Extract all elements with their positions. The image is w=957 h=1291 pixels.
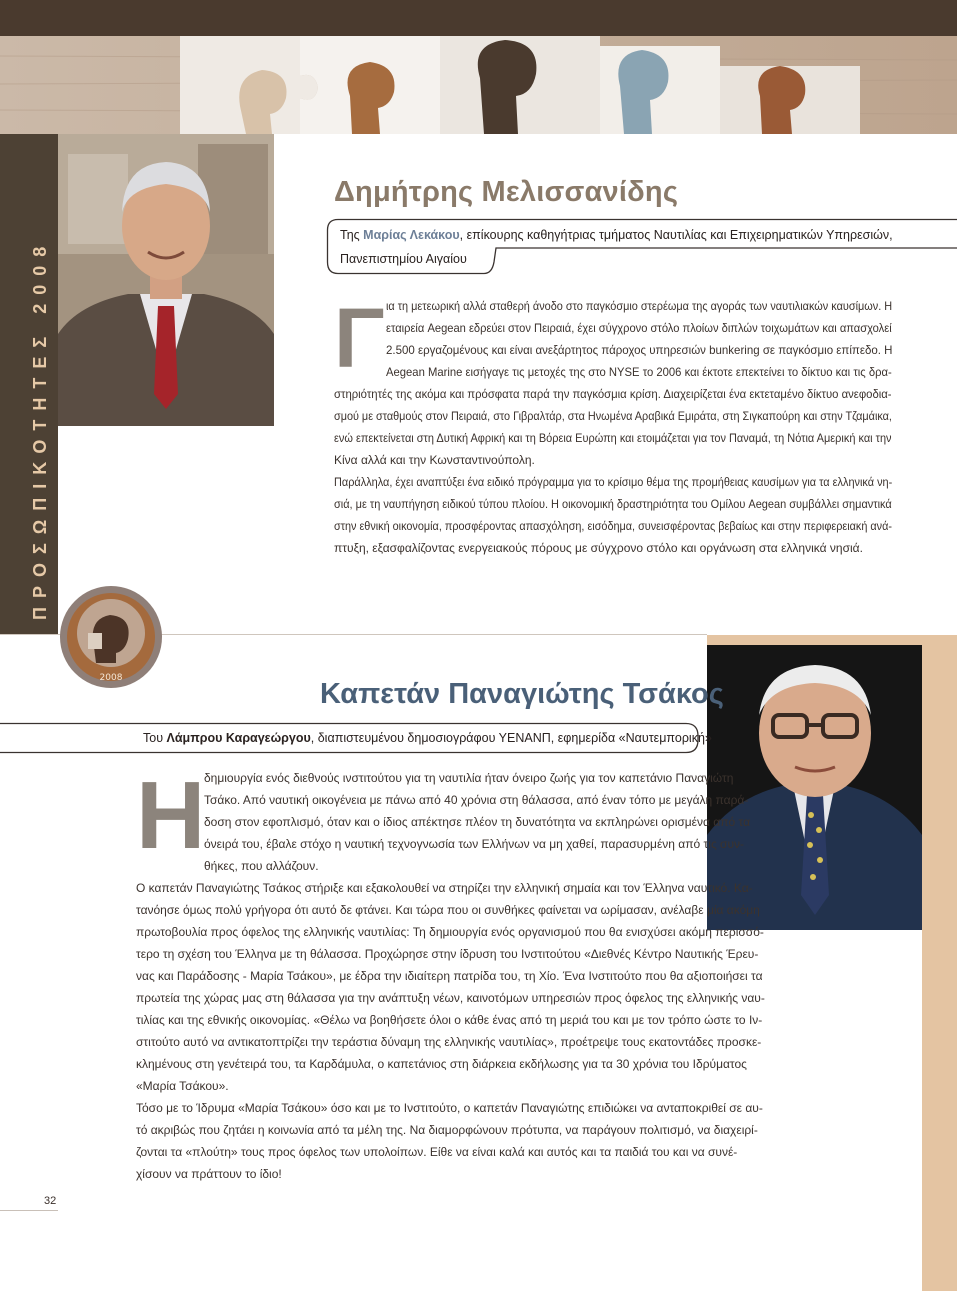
article2-byline-prefix: Του — [143, 731, 167, 745]
article1-line: Κίνα αλλά και την Κωνσταντινούπολη. — [334, 453, 535, 467]
footer-rule — [0, 1210, 58, 1211]
article2-line: Ο καπετάν Παναγιώτης Τσάκος στήριξε και εξακολουθεί να στηρίζει την ελληνική σημαία και τον Έλληνα ναυτικό. Κα- — [136, 881, 753, 895]
article1-byline-rest: , επίκουρης καθηγήτριας τμήματος Ναυτιλίας και Επιχειρηματικών Υπηρεσιών, — [459, 228, 893, 242]
article2-line: πρωτεία της χώρας μας στη θάλασσα για την ανάπτυξη νέων, καινοτόμων υπηρεσιών προς όφελος της ελληνικής ναυ- — [136, 991, 765, 1005]
article2-byline — [0, 722, 712, 754]
puzzle-banner — [0, 36, 957, 134]
article1-line: Παράλληλα, έχει αναπτύξει ένα ειδικό πρόγραμμα για το κρίσιμο θέμα της προμήθειας καυσίμων για τα ελληνικά νη- — [334, 475, 893, 489]
article1-line: στην εθνική οικονομία, προσφέροντας απασχόληση, εισόδημα, συνεισφέροντας βεβαίως και στην περιφερειακή ανά- — [334, 519, 892, 533]
article1-line: 2.500 εργαζομένους και είναι ανεξάρτητος πάροχος υπηρεσιών bunkering σε παγκόσμιο επίπεδο. Η — [386, 343, 893, 357]
article1-line: σμού με σταθμούς στον Πειραιά, στο Γιβραλτάρ, στα Ηνωμένα Αραβικά Εμιράτα, στη Σιγκαπούρη και στην Τζαμάικα, — [334, 409, 892, 423]
article2-line: Τσάκο. Από ναυτική οικογένεια με πάνω από 40 χρόνια στη θάλασσα, από έναν τόπο με μεγάλη παρά- — [204, 793, 749, 807]
article1-line: πτυξη, εξασφαλίζοντας ενεργειακούς πόρους με σύγχρονο στόλο και οργάνωση στα ελληνικά νησιά. — [334, 541, 863, 555]
article2-line: θήκες, που αλλάζουν. — [204, 859, 319, 873]
article1-line: εταιρεία Aegean εδρεύει στον Πειραιά, έχει σύγχρονο στόλο πλοίων διπλών τοιχωμάτων και απασχολεί — [386, 321, 892, 335]
article1-line: σιά, με τη ναυπήγηση ειδικού τύπου πλοίου. Η οικονομική δραστηριότητα του Ομίλου Aegean συμβάλλει σημαντικά — [334, 497, 892, 511]
article1-title: Δημήτρης Μελισσανίδης — [334, 176, 679, 208]
article1-dropcap: Γ — [334, 291, 385, 385]
article2-byline-rest: , διαπιστευμένου δημοσιογράφου ΥΕΝΑΝΠ, εφημερίδα «Ναυτεμπορική» — [310, 731, 712, 745]
portrait-melissanidis — [58, 134, 274, 426]
article2-line: τό ακριβώς που ζητάει η κοινωνία από τα μέλη της. Να διαμορφώνουν πρότυπα, να παράγουν πολιτισμό, να διαχειρί- — [136, 1123, 758, 1137]
article1-line: Aegean Marine εισήγαγε τις μετοχές της στο NYSE το 2006 και έκτοτε επεκτείνει το δίκτυο και τις δρα- — [386, 365, 892, 379]
right-beige-band — [922, 635, 957, 1291]
article2-line: τερο τη σχέση του Έλληνα με τη θάλασσα. Προχώρησε στην ίδρυση του Ινστιτούτου «Διεθνές Κέντρο Ναυτικής Έρευ- — [136, 947, 759, 961]
article2-line: δοση στον εφοπλισμό, όταν και ο ίδιος απέκτησε πλέον τη δυνατότητα να εκπληρώνει ορισμένα από τα — [204, 815, 751, 829]
article2-line: χίσουν να πράττουν το ίδιο! — [136, 1167, 282, 1181]
article2-line: Τόσο με το Ίδρυμα «Μαρία Τσάκου» όσο και με το Ινστιτούτο, ο καπετάν Παναγιώτης επιδιώκει να ανταποκριθεί σε αυ- — [136, 1101, 763, 1115]
article2-line: τιλίας και της εθνικής οικονομίας. «Θέλω να βοηθήσετε όλοι ο κάθε ένας από τη μεριά του και με τον τρόπο ώστε το Ιν- — [136, 1013, 763, 1027]
medal-year: 2008 — [99, 673, 123, 683]
page-number: 32 — [44, 1195, 57, 1207]
article1-byline — [326, 218, 957, 275]
section-label: ΠΡΟΣΩΠΙΚΟΤΗΤΕΣ 2008 — [30, 237, 50, 620]
personalities-medal — [58, 585, 164, 689]
article2-line: όνειρά του, έβαλε στόχο η ναυτική τεχνογνωσία των Ελλήνων να μη χαθεί, παρασυρμένη από τις συν- — [204, 837, 745, 851]
article1-line: ια τη μετεωρική αλλά σταθερή άνοδο στο παγκόσμιο στερέωμα της αγοράς των ναυτιλιακών καυσίμων. Η — [386, 299, 893, 313]
article2-author: Λάμπρου Καραγεώργου — [166, 731, 311, 745]
article2-line: τανόησε όμως πολύ γρήγορα ότι αυτό δε φτάνει. Και τώρα που οι συνθήκες φαίνεται να ωρίμασαν, ανέλαβε μία ακόμη — [136, 903, 760, 917]
article1-author: Μαρίας Λεκάκου — [363, 228, 460, 242]
article2-line: «Μαρία Τσάκου». — [136, 1079, 229, 1093]
article1-line: ενώ επεκτείνεται στη Δυτική Αφρική και τη Βόρεια Ευρώπη και ετοιμάζεται για τον Παναμά, τη Νότια Αμερική και την — [334, 431, 892, 445]
article2-title: Καπετάν Παναγιώτης Τσάκος — [320, 678, 724, 710]
article2-line: νας και Παράδοσης - Μαρία Τσάκου», με έδρα την ιδιαίτερη πατρίδα του, τη Χίο. Ένα Ινστιτούτο που θα αξιοποιήσει τα — [136, 969, 763, 983]
article2-line: πρωτοβουλία προς όφελος της ελληνικής ναυτιλίας: Τη δημιουργία ενός οργανισμού που θα ενισχύσει ακόμη περισσό- — [136, 925, 764, 939]
article1-line: στηριότητές της ακόμα και πρόσφατα παρά την παγκόσμια κρίση. Διαχειρίζεται ένα εκτεταμένο δίκτυο ανεφοδια- — [334, 387, 892, 401]
article1-byline-prefix: Της — [340, 228, 364, 242]
article2-dropcap: Η — [136, 762, 206, 869]
article2-line: ζονται τα «πλούτη» τους προς όφελος των υπολοίπων. Είθε να είναι καλά και αυτός και τα παιδιά του και να συνέ- — [136, 1145, 738, 1159]
article2-line: στιτούτο αυτό να αντικατοπτρίζει την τεράστια δύναμη της ελληνικής ναυτιλίας», προέτρεψε τους εκατοντάδες προσκε- — [136, 1035, 762, 1049]
article2-line: κλημένους στη γενέτειρά του, τα Καρδάμυλα, ο καπετάνιος στη διάρκεια εκδήλωσης για τα 30 χρόνια του Ιδρύματος — [136, 1057, 747, 1071]
top-bar — [0, 0, 957, 36]
article1-byline-line2: Πανεπιστημίου Αιγαίου — [340, 252, 467, 266]
right-band-top — [707, 635, 957, 645]
article2-line: δημιουργία ενός διεθνούς ινστιτούτου για τη ναυτιλία ήταν όνειρο ζωής για τον καπετάνιο Παναγιώτη — [204, 771, 734, 785]
